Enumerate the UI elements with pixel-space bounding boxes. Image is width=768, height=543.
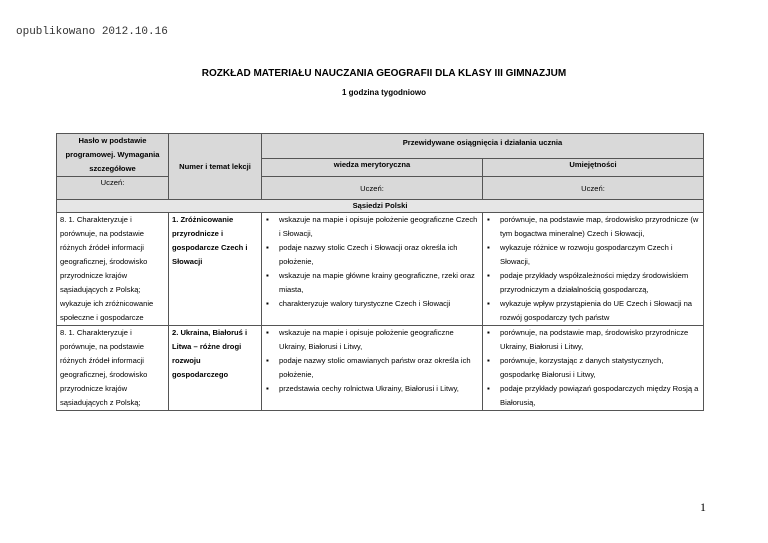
list-item: ▪ charakteryzuje walory turystyczne Czech i Słowacji	[265, 297, 479, 311]
document-title: ROZKŁAD MATERIAŁU NAUCZANIA GEOGRAFII DLA KLASY III GIMNAZJUM	[201, 68, 567, 79]
list-item: ▪ wskazuje na mapie i opisuje położenie geograficzne Ukrainy, Białorusi i Litwy,	[265, 326, 479, 354]
header-wiedza: wiedza merytoryczna	[262, 159, 483, 177]
list-item: ▪ porównuje, na podstawie map, środowisko przyrodnicze (w tym bogactwa mineralne) Czech i Słowacji,	[486, 213, 700, 241]
header-uczen-3: Uczeń:	[483, 177, 704, 200]
row-umiejetnosci	[483, 326, 704, 411]
table-row	[57, 213, 704, 326]
header-haslo: Hasło w podstawie programowej. Wymagania szczegółowe	[57, 134, 169, 177]
header-uczen-1: Uczeń:	[57, 177, 169, 200]
list-item: ▪ podaje przykłady powiązań gospodarczych między Rosją a Białorusią,	[486, 382, 700, 410]
list-item: ▪ wykazuje różnice w rozwoju gospodarczym Czech i Słowacji,	[486, 241, 700, 269]
row-umiejetnosci	[483, 213, 704, 326]
list-item: ▪ podaje przykłady współzależności między środowiskiem przyrodniczym a działalnością gospodarczą,	[486, 269, 700, 297]
row-wiedza	[262, 213, 483, 326]
row-lesson: 2. Ukraina, Białoruś i Litwa – różne drogi rozwoju gospodarczego	[169, 326, 262, 411]
header-uczen-2: Uczeń:	[262, 177, 483, 200]
list-item: ▪ porównuje, na podstawie map, środowisko przyrodnicze Ukrainy, Białorusi i Litwy,	[486, 326, 700, 354]
table-row	[57, 326, 704, 411]
header-przewidywane: Przewidywane osiągnięcia i działania ucznia	[262, 134, 704, 159]
header-umiejetnosci: Umiejętności	[483, 159, 704, 177]
row-haslo: 8. 1. Charakteryzuje i porównuje, na podstawie różnych źródeł informacji geograficznej, środowisko przyrodnicze krajów sąsiadujących z Polską; wykazuje ich zróżnicowanie społeczne i gospodarcze	[57, 213, 169, 326]
list-item: ▪ wskazuje na mapie i opisuje położenie geograficzne Czech i Słowacji,	[265, 213, 479, 241]
list-item: ▪ podaje nazwy stolic Czech i Słowacji oraz określa ich położenie,	[265, 241, 479, 269]
row-wiedza	[262, 326, 483, 411]
list-item: ▪ przedstawia cechy rolnictwa Ukrainy, Białorusi i Litwy,	[265, 382, 479, 396]
page-number: 1	[700, 500, 706, 514]
list-item: ▪ wykazuje wpływ przystąpienia do UE Czech i Słowacji na rozwój gospodarczy tych państw	[486, 297, 700, 325]
row-haslo: 8. 1. Charakteryzuje i porównuje, na podstawie różnych źródeł informacji geograficznej, środowisko przyrodnicze krajów sąsiadujących z Polską;	[57, 326, 169, 411]
list-item: ▪ podaje nazwy stolic omawianych państw oraz określa ich położenie,	[265, 354, 479, 382]
publication-date: opublikowano 2012.10.16	[16, 26, 168, 38]
section-heading: Sąsiedzi Polski	[57, 200, 704, 213]
list-item: ▪ porównuje, korzystając z danych statystycznych, gospodarkę Białorusi i Litwy,	[486, 354, 700, 382]
row-lesson: 1. Zróżnicowanie przyrodnicze i gospodarcze Czech i Słowacji	[169, 213, 262, 326]
header-numer: Numer i temat lekcji	[169, 134, 262, 200]
curriculum-table	[56, 133, 704, 411]
list-item: ▪ wskazuje na mapie główne krainy geograficzne, rzeki oraz miasta,	[265, 269, 479, 297]
document-subtitle: 1 godzina tygodniowo	[342, 88, 426, 97]
